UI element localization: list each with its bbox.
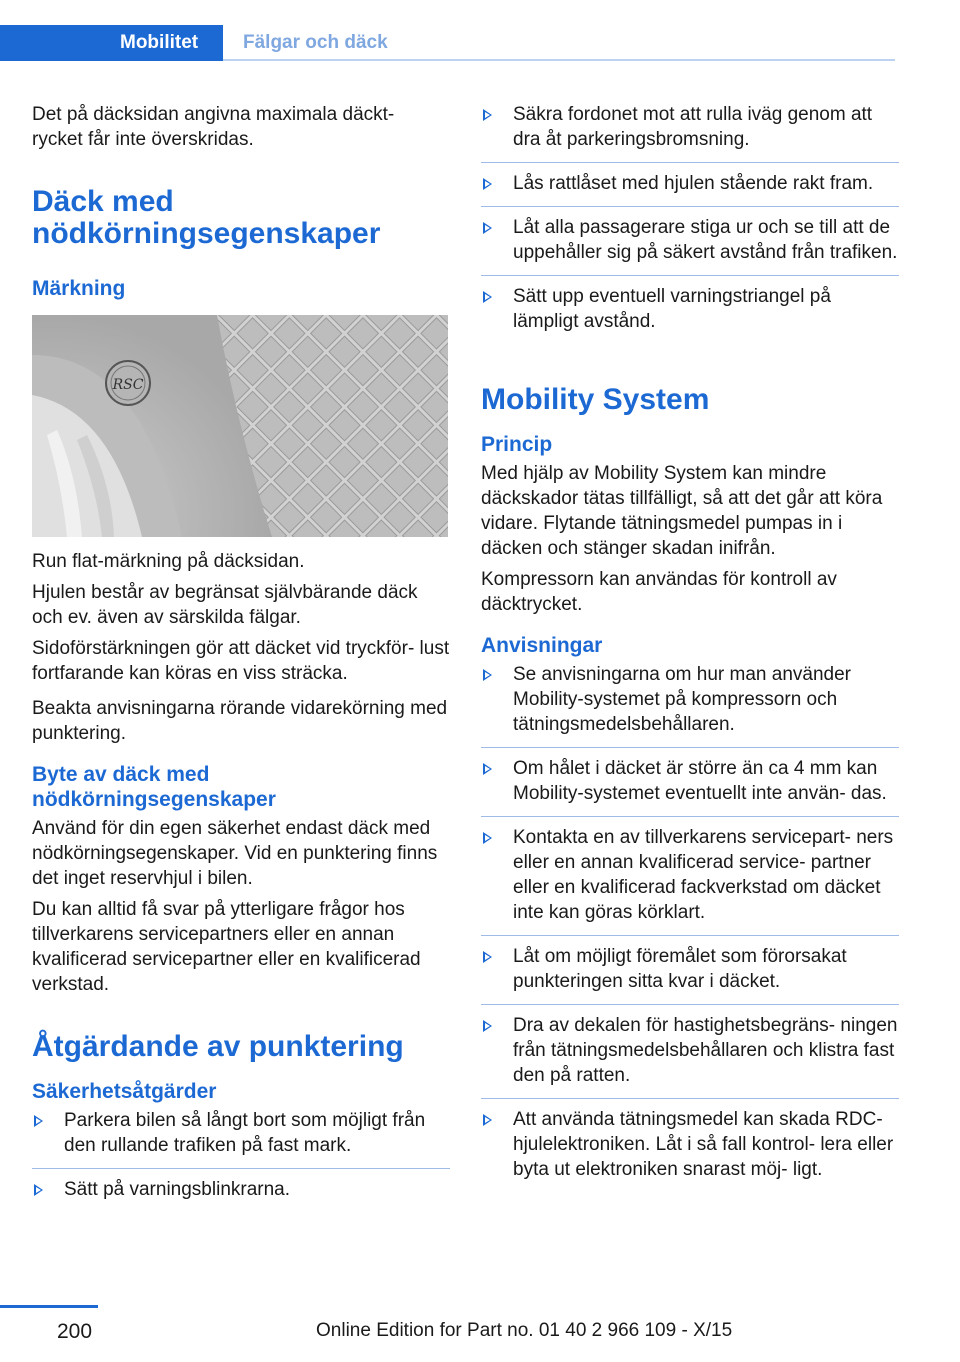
- page-header: [0, 25, 895, 61]
- principle-paragraph-1: Med hjälp av Mobility System kan mindre däckskador tätas tillfälligt, så att det går att köra vidare. Flytande tätningsmedel pumpas in i däcken och stänger skadan inifrån.: [481, 463, 883, 559]
- bullet-triangle-icon: [483, 669, 492, 681]
- runflat-paragraph-2: Sidoförstärkningen gör att däcket vid tryckför‐ lust fortfarande kan köras en viss sträcka.: [32, 638, 450, 684]
- list-item: Se anvisningarna om hur man använder Mobility-systemet på kompressorn och tätningsmedelsbehållaren.: [481, 662, 899, 748]
- bullet-triangle-icon: [483, 222, 492, 234]
- subheading-replace: Byte av däck med nödkörningsegenskaper: [32, 763, 276, 811]
- bullet-triangle-icon: [483, 109, 492, 121]
- section-tab[interactable]: Fälgar och däck: [243, 32, 388, 53]
- safety-list-continued: [481, 102, 899, 344]
- svg-text:RSC: RSC: [112, 377, 144, 393]
- list-item: Säkra fordonet mot att rulla iväg genom att dra åt parkeringsbromsning.: [481, 102, 899, 163]
- heading-runflat: Däck med nödkörningsegenskaper: [32, 185, 381, 250]
- figure-caption: Run flat-märkning på däcksidan.: [32, 551, 305, 572]
- chapter-tab[interactable]: Mobilitet: [0, 25, 223, 61]
- bullet-triangle-icon: [483, 291, 492, 303]
- list-item: Lås rattlåset med hjulen stående rakt fram.: [481, 171, 899, 207]
- bullet-triangle-icon: [34, 1115, 43, 1127]
- list-item: Om hålet i däcket är större än ca 4 mm kan Mobility-systemet eventuellt inte använ‐ das.: [481, 756, 899, 817]
- list-item: Att använda tätningsmedel kan skada RDC-hjulelektroniken. Låt i så fall kontrol‐ lera eller byta ut elektroniken snarast möj‐ ligt.: [481, 1107, 899, 1192]
- edition-text: Online Edition for Part no. 01 40 2 966 109 - X/15: [316, 1320, 733, 1341]
- right-column: [481, 102, 899, 1202]
- list-item: Låt om möjligt föremålet som förorsakat punkteringen sitta kvar i däcket.: [481, 944, 899, 1005]
- replace-paragraph-2: Du kan alltid få svar på ytterligare frågor hos tillverkarens servicepartners eller en annan kvalificerad servicepartner eller en kvalificerad verkstad.: [32, 899, 421, 995]
- bullet-triangle-icon: [34, 1184, 43, 1196]
- bullet-triangle-icon: [483, 951, 492, 963]
- principle-paragraph-2: Kompressorn kan användas för kontroll av däcktrycket.: [481, 569, 837, 615]
- tire-illustration: [32, 315, 448, 537]
- left-column: [32, 102, 450, 1222]
- heading-mobility-system: Mobility System: [481, 383, 710, 416]
- bullet-triangle-icon: [483, 1114, 492, 1126]
- intro-paragraph: Det på däcksidan angivna maximala däckt‐ rycket får inte överskridas.: [32, 104, 395, 150]
- subheading-principle: Princip: [481, 433, 553, 456]
- list-item: Kontakta en av tillverkarens servicepart‐ ners eller en annan kvalificerad service‐ partner eller en kvalificerad fackverkstad om däcket inte kan göras körklart.: [481, 825, 899, 936]
- header-divider: [223, 59, 895, 61]
- list-item: Låt alla passagerare stiga ur och se till att de uppehåller sig på säkert avstånd från trafiken.: [481, 215, 899, 276]
- subheading-marking: Märkning: [32, 277, 126, 300]
- subheading-instructions: Anvisningar: [481, 634, 603, 657]
- bullet-triangle-icon: [483, 178, 492, 190]
- list-item: Sätt upp eventuell varningstriangel på lämpligt avstånd.: [481, 284, 899, 344]
- list-item: Dra av dekalen för hastighetsbegräns‐ ningen från tätningsmedelsbehållaren och klistra fast den på ratten.: [481, 1013, 899, 1099]
- bullet-triangle-icon: [483, 832, 492, 844]
- list-item: Parkera bilen så långt bort som möjligt från den rullande trafiken på fast mark.: [32, 1108, 450, 1169]
- page-number: 200: [57, 1320, 93, 1343]
- heading-puncture: Åtgärdande av punktering: [32, 1030, 404, 1063]
- rsc-logo: [106, 361, 150, 405]
- replace-paragraph-1: Använd för din egen säkerhet endast däck med nödkörningsegenskaper. Vid en punktering finns det inget reservhjul i bilen.: [32, 818, 438, 889]
- bullet-triangle-icon: [483, 1020, 492, 1032]
- runflat-paragraph-1: Hjulen består av begränsat självbärande däck och ev. även av särskilda fälgar.: [32, 582, 418, 628]
- footer-divider: [0, 1305, 98, 1308]
- tire-drawing: [32, 315, 448, 537]
- bullet-triangle-icon: [483, 763, 492, 775]
- list-item: Sätt på varningsblinkrarna.: [32, 1177, 450, 1212]
- safety-list: [32, 1108, 450, 1212]
- runflat-paragraph-3: Beakta anvisningarna rörande vidarekörning med punktering.: [32, 698, 448, 744]
- subheading-safety: Säkerhetsåtgärder: [32, 1080, 217, 1103]
- instruction-list: [481, 662, 899, 1192]
